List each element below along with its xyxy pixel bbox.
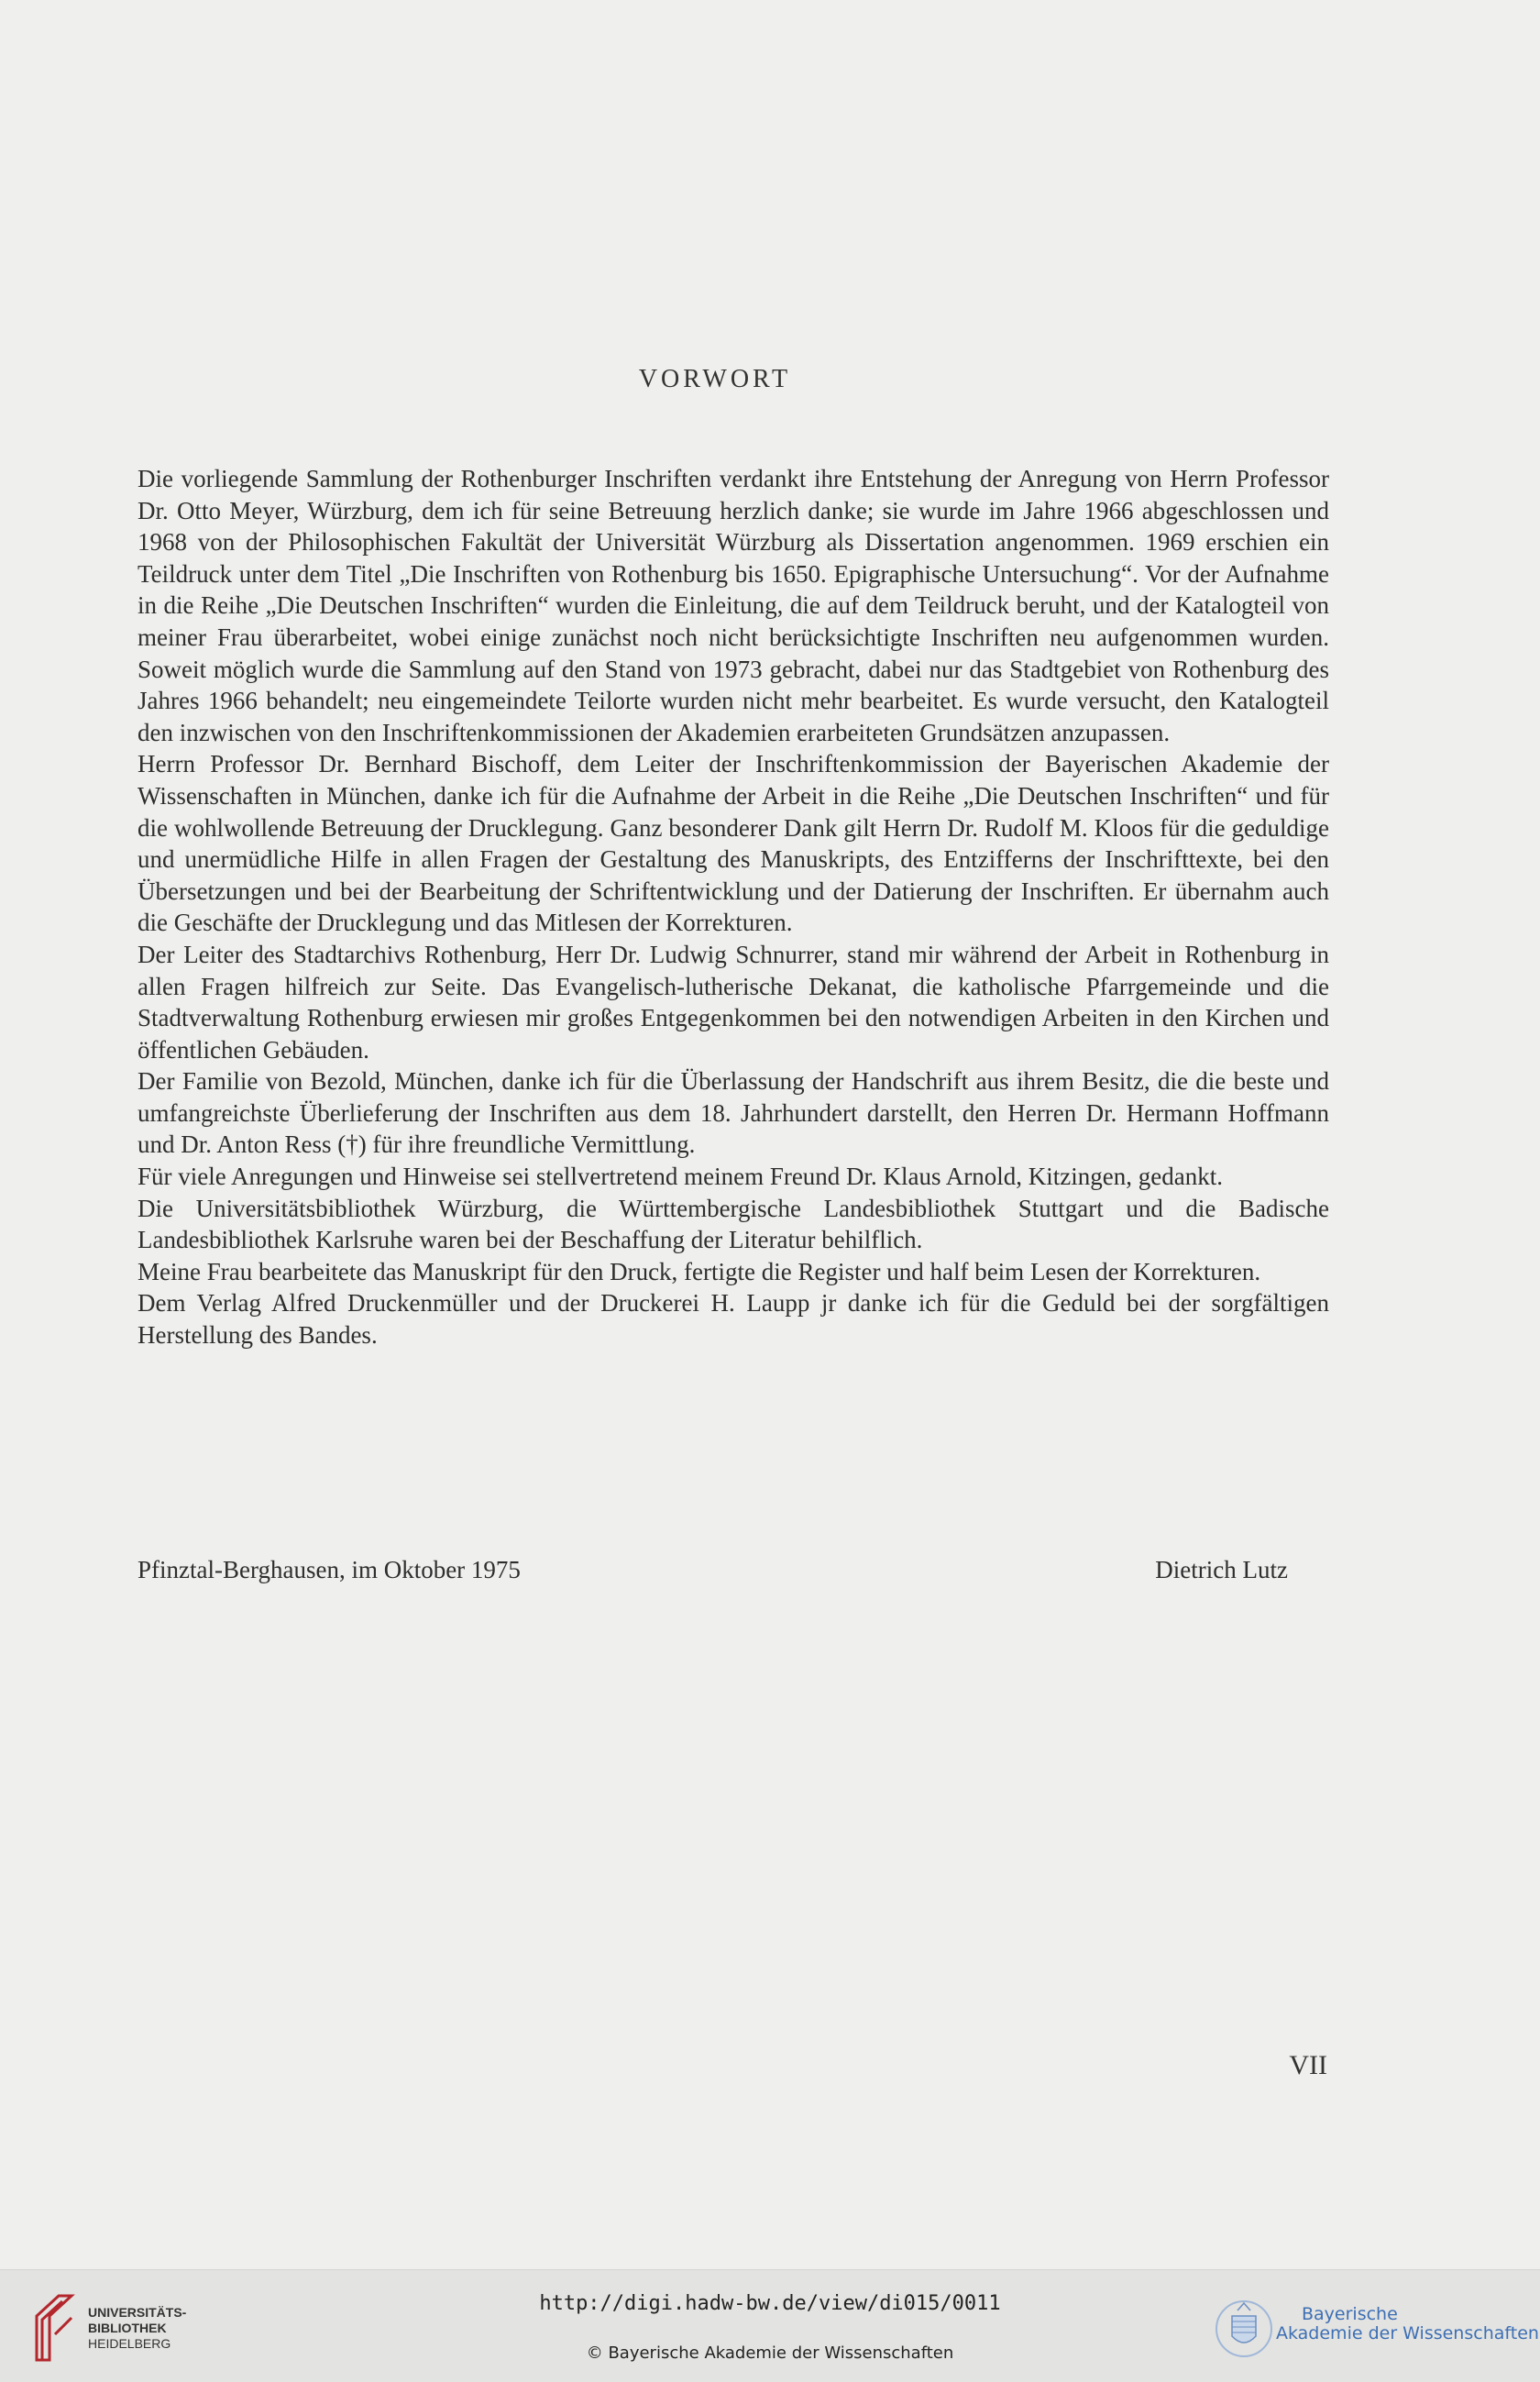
paragraph-7: Meine Frau bearbeitete das Manuskript für den Druck, fertigte die Register und half beim Lesen der Korrekturen. xyxy=(138,1257,1261,1285)
academy-seal-icon xyxy=(1212,2292,1276,2362)
paragraph-2: Herrn Professor Dr. Bernhard Bischoff, dem Leiter der Inschriftenkommission der Bayerischen Akademie der Wissenschaften in München, danke ich für die Aufnahme der Arbeit in die Reihe „Die Deutschen Inschriften“ und für die wohlwollende Betreuung der Drucklegung. Ganz besonderer Dank gilt Herrn Dr. Rudolf M. Kloos für die geduldige und unermüdliche Hilfe in allen Fragen der Gestaltung des Manuskripts, des Entzifferns der Inschrifttexte, bei den Übersetzungen und bei der Bearbeitung der Schriftentwicklung und der Datierung der Inschriften. Er übernahm auch die Geschäfte der Drucklegung und das Mitlesen der Korrekturen. xyxy=(138,750,1329,937)
academy-line-2: Akademie der Wissenschaften xyxy=(1276,2323,1539,2343)
library-line-3: HEIDELBERG xyxy=(88,2336,171,2351)
signoff xyxy=(138,1556,1288,1584)
paragraph-6: Die Universitätsbibliothek Würzburg, die Württembergische Landesbibliothek Stuttgart und die Badische Landesbibliothek Karlsruhe waren bei der Beschaffung der Literatur behilflich. xyxy=(138,1194,1329,1254)
library-line-1: UNIVERSITÄTS- xyxy=(88,2305,187,2320)
place-date: Pfinztal-Berghausen, im Oktober 1975 xyxy=(138,1556,521,1583)
paragraph-1: Die vorliegende Sammlung der Rothenburger Inschriften verdankt ihre Entstehung der Anregung von Herrn Professor Dr. Otto Meyer, Würzburg, dem ich für seine Betreuung herzlich danke; sie wurde im Jahre 1966 abgeschlossen und 1968 von der Philosophischen Fakultät der Universität Würzburg als Dissertation angenommen. 1969 erschien ein Teildruck unter dem Titel „Die Inschriften von Rothenburg bis 1650. Epigraphische Untersuchung“. Vor der Aufnahme in die Reihe „Die Deutschen Inschriften“ wurden die Einleitung, die auf dem Teildruck beruht, und der Katalogteil von meiner Frau überarbeitet, wobei einige zunächst noch nicht berücksichtigte Inschriften neu aufgenommen wurden. Soweit möglich wurde die Sammlung auf den Stand von 1973 gebracht, dabei nur das Stadtgebiet von Rothenburg des Jahres 1966 behandelt; neu eingemeindete Teilorte wurden nicht mehr bearbeitet. Es wurde versucht, den Katalogteil den inzwischen von den Inschriftenkommissionen der Akademien erarbeiteten Grundsätzen anzupassen. xyxy=(138,465,1329,746)
paragraph-5: Für viele Anregungen und Hinweise sei stellvertretend meinem Freund Dr. Klaus Arnold, Kitzingen, gedankt. xyxy=(138,1163,1223,1191)
paragraph-8: Dem Verlag Alfred Druckenmüller und der Druckerei H. Laupp jr danke ich für die Geduld bei der sorgfältigen Herstellung des Bandes. xyxy=(138,1289,1329,1350)
library-line-2: BIBLIOTHEK xyxy=(88,2321,167,2335)
author-signature: Dietrich Lutz xyxy=(1155,1556,1288,1583)
permalink-url[interactable]: http://digi.hadw-bw.de/view/di015/0011 xyxy=(539,2292,1001,2315)
foreword-body xyxy=(138,463,1329,1351)
footer-bar xyxy=(0,2269,1540,2382)
page-number: VII xyxy=(1289,2050,1327,2080)
paragraph-3: Der Leiter des Stadtarchivs Rothenburg, Herr Dr. Ludwig Schnurrer, stand mir während der Arbeit in Rothenburg in allen Fragen hilfreich zur Seite. Das Evangelisch-lutherische Dekanat, die katholische Pfarrgemeinde und die Stadtverwaltung Rothenburg erwiesen mir großes Entgegenkommen bei den notwendigen Arbeiten in den Kirchen und öffentlichen Gebäuden. xyxy=(138,940,1329,1064)
page-heading: VORWORT xyxy=(638,365,792,393)
paragraph-4: Der Familie von Bezold, München, danke ich für die Überlassung der Handschrift aus ihrem Besitz, die die beste und umfangreichste Überlieferung der Inschriften aus dem 18. Jahrhundert darstellt, den Herren Dr. Hermann Hoffmann und Dr. Anton Ress (†) für ihre freundliche Vermittlung. xyxy=(138,1067,1329,1159)
academy-name xyxy=(1276,2305,1539,2343)
copyright-notice: © Bayerische Akademie der Wissenschaften xyxy=(586,2343,954,2363)
academy-line-1: Bayerische xyxy=(1302,2304,1398,2324)
